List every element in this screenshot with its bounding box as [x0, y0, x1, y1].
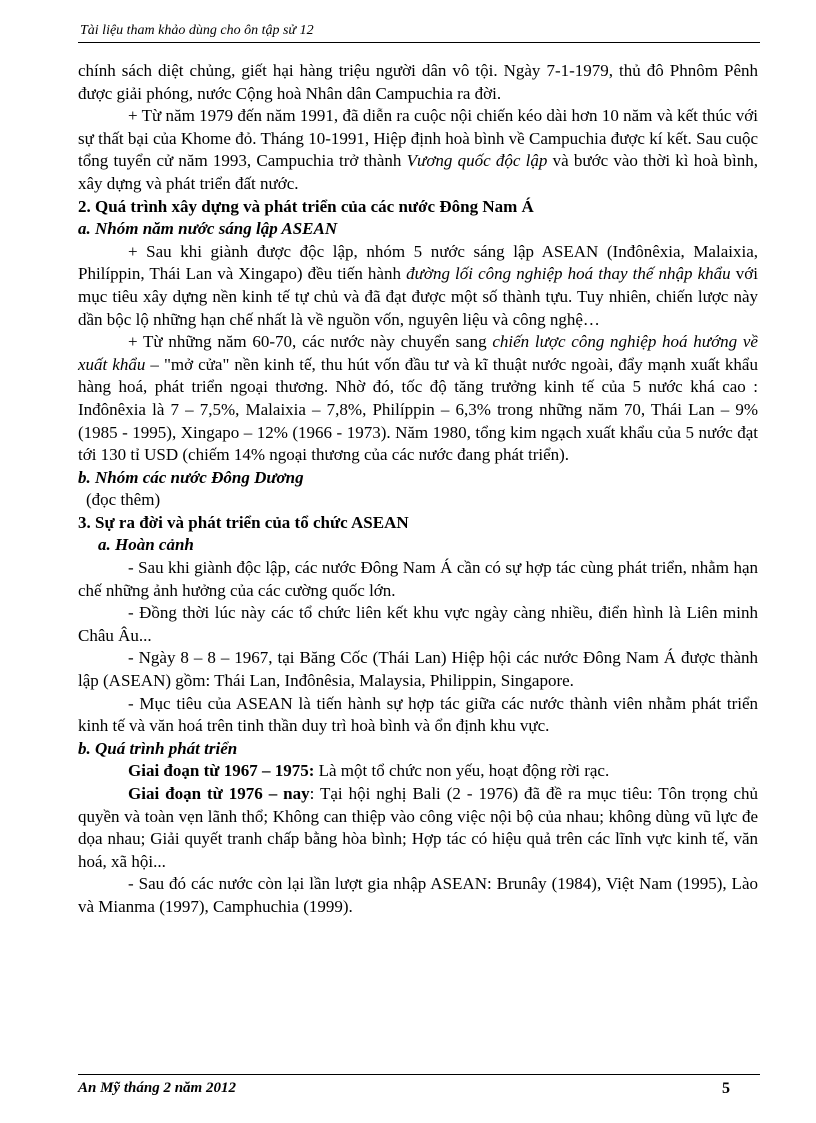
paragraph-export-strategy: + Từ những năm 60-70, các nước này chuyển sang chiến lược công nghiệp hoá hướng về xuất khẩu – "mở cửa" nền kinh tế, thu hút vốn đầu tư và kĩ thuật nước ngoài, đẩy mạnh xuất khẩu hàng hoá, phát triển ngoại thương. Nhờ đó, tốc độ tăng trưởng kinh tế của 5 nước khá cao : Inđônêxia là 7 – 7,5%, Malaixia – 7,8%, Philíppin – 6,3% trong những năm 70, Thái Lan – 9% (1985 - 1995), Xingapo – 12% (1966 - 1973). Năm 1980, tổng kim ngạch xuất khẩu của 5 nước đạt tới 130 tỉ USD (chiếm 14% ngoại thương của các nước đang phát triển).	[78, 332, 758, 465]
paragraph-cambodia-liberation: chính sách diệt chủng, giết hại hàng triệu người dân vô tội. Ngày 7-1-1979, thủ đô Phnôm Pênh được giải phóng, nước Cộng hoà Nhân dân Campuchia ra đời.	[78, 61, 758, 103]
page-body	[78, 60, 758, 919]
paragraph-phase-1976-now: Giai đoạn từ 1976 – nay: Tại hội nghị Bali (2 - 1976) đã đề ra mục tiêu: Tôn trọng chủ quyền và toàn vẹn lãnh thổ; Không can thiệp vào công việc nội bộ của nhau; không dùng vũ lực đe dọa nhau; Giải quyết tranh chấp bằng hòa bình; Hợp tác có hiệu quả trên các lĩnh vực kinh tế, văn hoá, xã hội...	[78, 784, 758, 871]
paragraph-phase-1967-1975: Giai đoạn từ 1967 – 1975: Là một tổ chức non yếu, hoạt động rời rạc.	[128, 761, 610, 781]
paragraph-import-substitution: + Sau khi giành được độc lập, nhóm 5 nước sáng lập ASEAN (Inđônêxia, Malaixia, Philíppin, Thái Lan và Xingapo) đều tiến hành đường lối công nghiệp hoá thay thế nhập khẩu với mục tiêu xây dựng nền kinh tế tự chủ và đã đạt được một số thành tựu. Tuy nhiên, chiến lược này dần bộc lộ những hạn chế nhất là về nguồn vốn, nguyên liệu và công nghệ…	[78, 241, 758, 329]
subheading-2b: b. Nhóm các nước Đông Dương	[78, 467, 304, 487]
paragraph-asean-founding: - Ngày 8 – 8 – 1967, tại Băng Cốc (Thái Lan) Hiệp hội các nước Đông Nam Á được thành lập (ASEAN) gồm: Thái Lan, Inđônêsia, Malaysia, Philippin, Singapore.	[78, 648, 758, 691]
paragraph-cambodia-civil-war: + Từ năm 1979 đến năm 1991, đã diễn ra cuộc nội chiến kéo dài hơn 10 năm và kết thúc với sự thất bại của Khome đỏ. Tháng 10-1991, Hiệp định hoà bình về Campuchia được kí kết. Sau cuộc tổng tuyển cử năm 1993, Campuchia trở thành Vương quốc độc lập và bước vào thời kì hoà bình, xây dựng và phát triển đất nước.	[78, 106, 758, 193]
subheading-3b: b. Quá trình phát triển	[78, 738, 238, 758]
section-heading-2: 2. Quá trình xây dựng và phát triển của các nước Đông Nam Á	[78, 196, 534, 216]
subheading-3a: a. Hoàn cảnh	[98, 535, 194, 555]
section-heading-3: 3. Sự ra đời và phát triển của tổ chức ASEAN	[78, 512, 409, 532]
paragraph-asean-context-2: - Đồng thời lúc này các tổ chức liên kết khu vực ngày càng nhiều, điển hình là Liên minh Châu Âu...	[78, 603, 758, 645]
subheading-2a: a. Nhóm năm nước sáng lập ASEAN	[78, 219, 338, 239]
paragraph-asean-context-1: - Sau khi giành độc lập, các nước Đông Nam Á cần có sự hợp tác cùng phát triển, nhằm hạn chế những ảnh hưởng của các cường quốc lớn.	[78, 558, 758, 600]
paragraph-asean-goals: - Mục tiêu của ASEAN là tiến hành sự hợp tác giữa các nước thành viên nhằm phát triển kinh tế và văn hoá trên tinh thần duy trì hoà bình và ổn định khu vực.	[78, 693, 758, 736]
page-footer	[78, 1074, 760, 1105]
paragraph-new-members: - Sau đó các nước còn lại lần lượt gia nhập ASEAN: Brunây (1984), Việt Nam (1995), Lào và Mianma (1997), Camphuchia (1999).	[78, 874, 758, 916]
read-more-note: (đọc thêm)	[86, 490, 161, 510]
footer-location-date: An Mỹ tháng 2 năm 2012	[78, 1080, 236, 1096]
page-header	[78, 20, 760, 43]
page-number: 5	[722, 1080, 730, 1097]
header-title: Tài liệu tham khảo dùng cho ôn tập sử 12	[80, 23, 314, 38]
